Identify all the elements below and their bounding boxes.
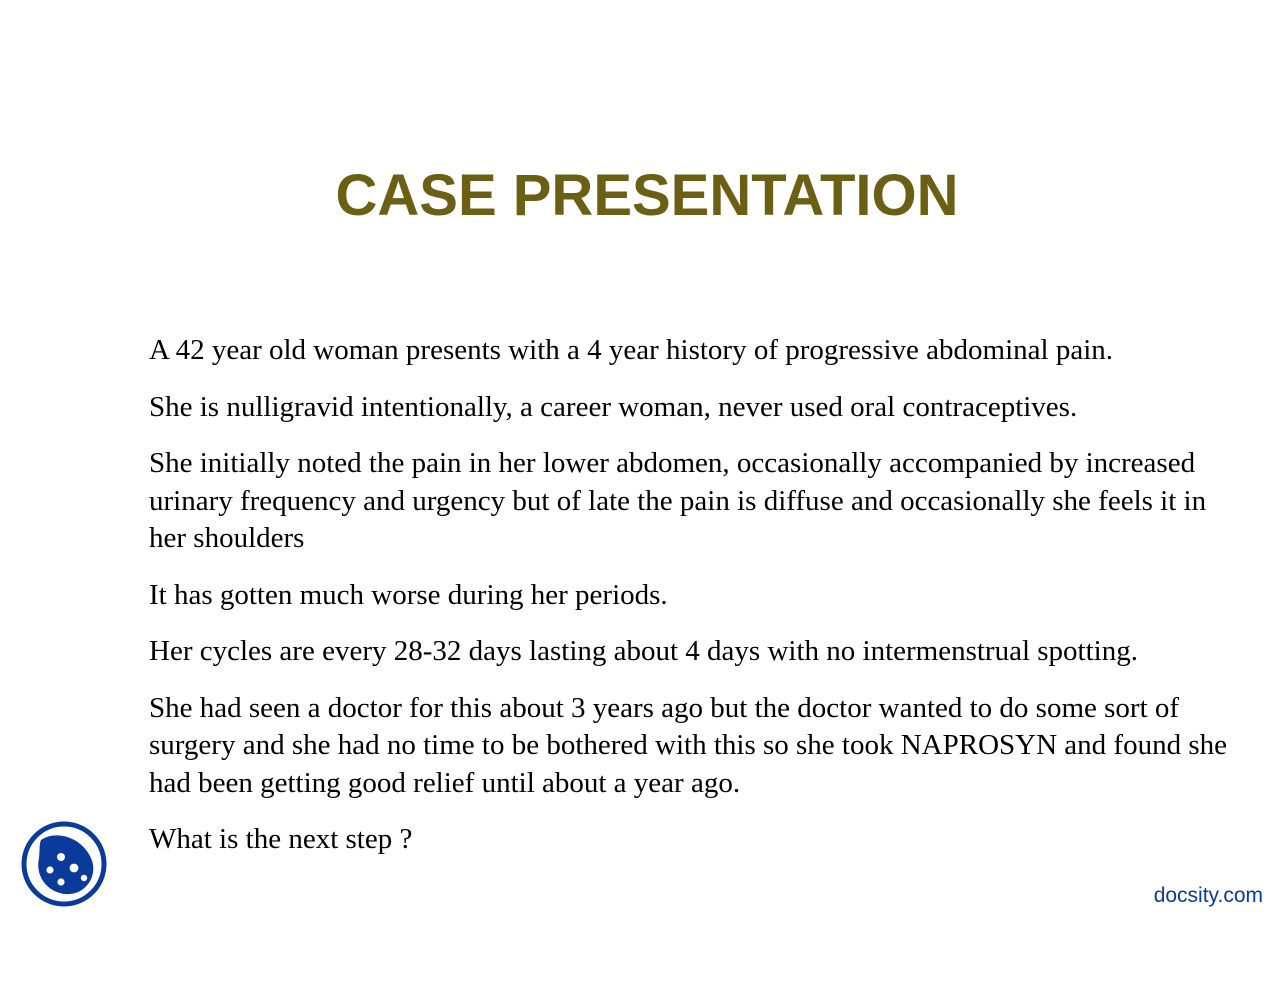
paragraph-6: She had seen a doctor for this about 3 years ago but the doctor wanted to do some sort of surgery and she had no time to be bothered with this so she took NAPROSYN and found she had been getting good relief until about a year ago.: [149, 691, 1227, 799]
paragraph-4: It has gotten much worse during her periods.: [149, 578, 668, 611]
paragraph-2: She is nulligravid intentionally, a career woman, never used oral contraceptives.: [149, 390, 1078, 423]
paragraph-1: A 42 year old woman presents with a 4 year history of progressive abdominal pain.: [149, 334, 1114, 366]
paragraph-5: Her cycles are every 28-32 days lasting about 4 days with no intermenstrual spotting.: [149, 635, 1138, 667]
slide-body: [149, 332, 1249, 878]
docsity-brand-link[interactable]: docsity.com: [1153, 884, 1263, 907]
paragraph-7: What is the next step ?: [149, 823, 413, 855]
paragraph-3: She initially noted the pain in her lower abdomen, occasionally accompanied by increased urinary frequency and urgency but of late the pain is diffuse and occasionally she feels it in her shoulders: [149, 447, 1207, 554]
slide-title: CASE PRESENTATION: [335, 163, 959, 228]
docsity-logo-icon: [21, 820, 109, 908]
